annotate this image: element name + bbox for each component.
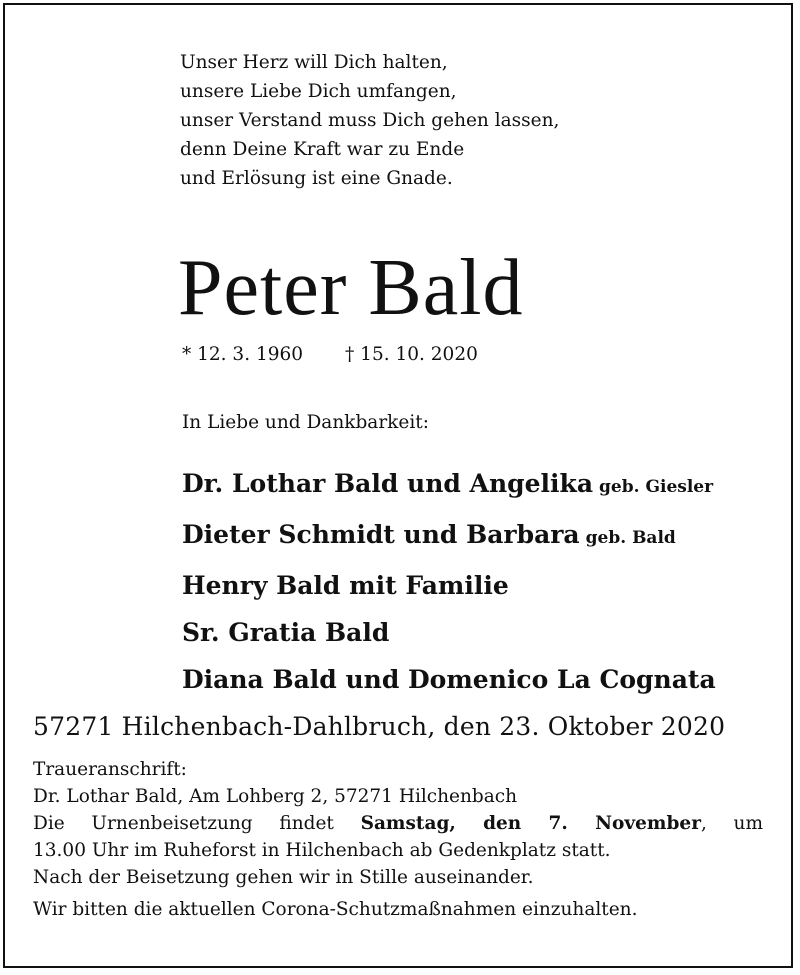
deceased-name: Peter Bald [178,244,524,332]
burial-date: Samstag, den 7. November [360,813,701,834]
poem-line: unsere Liebe Dich umfangen, [180,81,457,102]
mourner-row [182,609,716,656]
mourner-row [182,656,716,703]
burial-line [33,810,763,837]
mourner-row [182,460,716,511]
place-date: 57271 Hilchenbach-Dahlbruch, den 23. Oktober 2020 [33,712,726,741]
life-dates [182,344,478,365]
poem-line: unser Verstand muss Dich gehen lassen, [180,110,560,131]
mourner-row [182,511,716,562]
mourner-name: Dieter Schmidt und Barbara [182,520,580,549]
corona-note: Wir bitten die aktuellen Corona-Schutzmaßnahmen einzuhalten. [33,899,638,920]
burial-time-place: 13.00 Uhr im Ruheforst in Hilchenbach ab Gedenkplatz statt. [33,840,611,861]
address-label: Traueranschrift: [33,759,187,780]
burial-note: Nach der Beisetzung gehen wir in Stille auseinander. [33,867,534,888]
mourner-name: Sr. Gratia Bald [182,618,390,647]
maiden-name: geb. Giesler [599,477,714,497]
burial-text: Die Urnenbeisetzung findet [33,813,334,834]
poem-line: denn Deine Kraft war zu Ende [180,139,465,160]
birth-date: * 12. 3. 1960 [182,344,304,365]
mourner-name: Dr. Lothar Bald und Angelika [182,469,594,498]
mourner-row [182,562,716,609]
mourner-name: Diana Bald und Domenico La Cognata [182,665,716,694]
poem [180,48,559,193]
mourners-intro: In Liebe und Dankbarkeit: [182,412,429,433]
info-block [33,756,763,923]
mourner-name: Henry Bald mit Familie [182,571,509,600]
burial-text: , um [700,813,763,834]
mourning-address: Dr. Lothar Bald, Am Lohberg 2, 57271 Hilchenbach [33,786,518,807]
death-date: † 15. 10. 2020 [345,344,478,365]
poem-line: Unser Herz will Dich halten, [180,52,448,73]
maiden-name: geb. Bald [585,528,676,548]
poem-line: und Erlösung ist eine Gnade. [180,168,453,189]
mourners-list [182,460,716,703]
